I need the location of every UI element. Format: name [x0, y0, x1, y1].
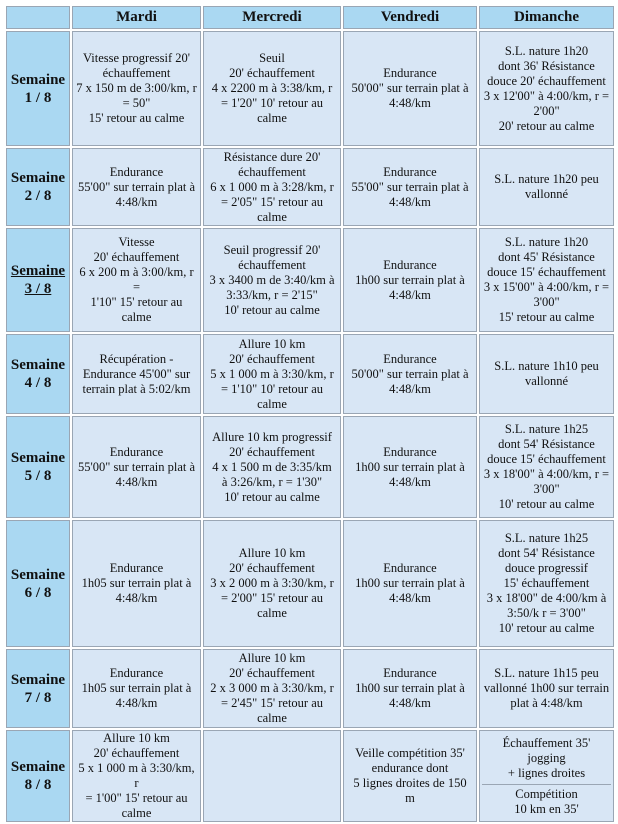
week-row [6, 649, 614, 728]
header-mardi: Mardi [72, 6, 201, 29]
header-dimanche: Dimanche [479, 6, 614, 29]
session-mardi [72, 228, 201, 332]
session-line: 1h00 sur terrain plat à [355, 576, 465, 590]
session-mardi [72, 649, 201, 728]
week-row [6, 31, 614, 146]
week-label-text: Semaine 6 / 8 [10, 566, 66, 601]
session-line: Allure 10 km [238, 651, 306, 665]
training-plan-table [4, 4, 616, 824]
session-vendredi [343, 31, 477, 146]
session-line: 2 x 3 000 m à 3:30/km, r [210, 681, 334, 695]
week-label [6, 228, 70, 332]
session-line: 20' échauffement [229, 444, 315, 459]
session-line: vallonné [524, 374, 569, 388]
session-line: vallonné 1h00 sur terrain [483, 681, 610, 695]
session-vendredi [343, 228, 477, 332]
session-dimanche-competition [482, 785, 611, 819]
session-line: 3 x 18'00" de 4:00/km à [486, 591, 607, 605]
session-mercredi [203, 228, 341, 332]
session-line: Endurance [109, 561, 164, 575]
header-vendredi: Vendredi [343, 6, 477, 29]
week-label-text: Semaine 1 / 8 [10, 71, 66, 106]
session-line: 1'10" 15' retour au calme [90, 295, 183, 324]
session-line: 5 lignes droites de 150 [353, 776, 467, 790]
session-line: S.L. nature 1h20 [504, 235, 589, 249]
session-line: 4:48/km [389, 696, 431, 710]
session-line: 20' échauffement [229, 66, 315, 80]
session-line: 15' retour au calme [498, 310, 595, 324]
session-vendredi [343, 520, 477, 647]
session-line: 3 x 15'00" à 4:00/km, r = [483, 280, 610, 294]
session-line: échauffement [238, 257, 306, 272]
session-line: 2'00" [533, 103, 560, 118]
week-label [6, 520, 70, 647]
session-mardi [72, 416, 201, 518]
session-line: 3 x 2 000 m à 3:30/km, r [210, 576, 334, 590]
week-row [6, 228, 614, 332]
session-line: 4:48/km [115, 591, 158, 605]
session-line: 1h05 sur terrain plat à [81, 681, 192, 695]
session-line: Vitesse [118, 235, 155, 249]
session-line: 1h00 sur terrain plat à [355, 272, 465, 287]
session-line: = 50" [122, 96, 151, 110]
session-line: 20' échauffement [93, 746, 180, 760]
session-line: Seuil progressif 20' [223, 242, 321, 257]
session-line: 4:48/km [389, 287, 431, 302]
session-line: douce 15' échauffement [487, 265, 606, 279]
session-line: plat à 4:48/km [510, 696, 583, 710]
session-line: douce 20' échauffement [487, 73, 606, 88]
session-line: 15' retour au calme [88, 111, 185, 125]
week-row [6, 520, 614, 647]
session-line: 20' échauffement [93, 250, 180, 264]
session-line: = 2'45" 15' retour au [220, 696, 324, 710]
session-line: endurance dont [371, 761, 449, 775]
session-line: Endurance [383, 561, 437, 575]
session-dimanche [479, 148, 614, 226]
session-line: 1h00 sur terrain plat à [355, 681, 465, 695]
session-line: dont 54' Résistance [498, 437, 595, 451]
week-label [6, 334, 70, 414]
session-line: 4:48/km [389, 591, 431, 605]
session-line: 4:48/km [389, 96, 431, 110]
session-line: douce progressif [505, 561, 588, 575]
week-label [6, 730, 70, 822]
session-dimanche [479, 649, 614, 728]
session-line: Échauffement 35' [502, 736, 591, 750]
session-mercredi [203, 334, 341, 414]
session-line: terrain plat à 5:02/km [82, 381, 191, 396]
session-line: 6 x 200 m à 3:00/km, r = [79, 265, 194, 294]
week-label-text: Semaine 4 / 8 [10, 357, 66, 391]
week-label-text: Semaine 8 / 8 [10, 759, 66, 793]
session-line: 3 x 3400 m de 3:40/km à [209, 272, 335, 287]
session-line: 15' échauffement [503, 576, 590, 590]
session-line: m [405, 791, 415, 805]
week-label [6, 31, 70, 146]
session-line: dont 45' Résistance [498, 250, 595, 264]
session-line: S.L. nature 1h25 [504, 422, 589, 436]
session-line: Endurance [109, 444, 164, 459]
session-line: = 2'05" 15' retour au [220, 194, 324, 209]
session-line: Endurance [109, 666, 164, 680]
session-line: 20' retour au calme [498, 118, 595, 133]
session-line: jogging [527, 751, 566, 765]
session-line: 55'00" sur terrain plat à [351, 179, 469, 194]
session-line: 3'00" [533, 482, 560, 496]
session-line: Endurance 45'00" sur [82, 366, 191, 381]
session-dimanche [479, 730, 614, 822]
session-line: 1h00 sur terrain plat à [355, 459, 465, 474]
session-mercredi [203, 416, 341, 518]
session-line: Endurance [383, 666, 437, 680]
session-mercredi [203, 148, 341, 226]
session-line: 4:48/km [115, 696, 158, 710]
session-line: 4 x 1 500 m de 3:35/km [212, 459, 332, 474]
session-vendredi [343, 334, 477, 414]
session-line: à 3:26/km, r = 1'30" [221, 474, 323, 489]
session-line: calme [257, 711, 287, 725]
session-line: 3'00" [533, 295, 560, 309]
session-dimanche [479, 520, 614, 647]
week-row [6, 416, 614, 518]
session-line: 1h05 sur terrain plat à [81, 576, 192, 590]
session-line: 5 x 1 000 m à 3:30/km, r [78, 761, 195, 790]
session-line: 10' retour au calme [224, 302, 320, 317]
session-vendredi [343, 730, 477, 822]
session-line: 55'00" sur terrain plat à [77, 179, 196, 194]
session-line: 5 x 1 000 m à 3:30/km, r [210, 366, 334, 381]
session-line: Veille compétition 35' [355, 746, 465, 760]
session-line: S.L. nature 1h15 peu [494, 666, 599, 680]
header-corner [6, 6, 70, 29]
week-label [6, 148, 70, 226]
session-line: calme [257, 606, 287, 620]
session-mercredi [203, 31, 341, 146]
week-label-text: Semaine 2 / 8 [10, 170, 66, 204]
session-line: Endurance [383, 351, 437, 366]
session-vendredi [343, 148, 477, 226]
session-line: = 1'10" 10' retour au [220, 381, 324, 396]
session-line: 4:48/km [115, 194, 158, 209]
week-label-text: Semaine 7 / 8 [10, 671, 66, 706]
session-line: 50'00" sur terrain plat à [351, 81, 469, 95]
session-line: Endurance [383, 66, 437, 80]
session-line: 7 x 150 m de 3:00/km, r [76, 81, 197, 95]
session-line: calme [257, 209, 287, 224]
session-line: 10' retour au calme [498, 497, 595, 511]
session-line: 6 x 1 000 m à 3:28/km, r [210, 179, 334, 194]
session-mardi [72, 31, 201, 146]
session-line: calme [257, 396, 287, 411]
session-line: calme [121, 806, 152, 820]
session-line: échauffement [102, 66, 171, 80]
session-line: 3 x 12'00" à 4:00/km, r = [483, 88, 610, 103]
session-line: S.L. nature 1h20 [504, 43, 589, 58]
session-mercredi [203, 649, 341, 728]
session-dimanche [479, 228, 614, 332]
session-mardi [72, 730, 201, 822]
week-row [6, 334, 614, 414]
session-line: calme [257, 111, 287, 125]
session-line: 4:48/km [389, 194, 431, 209]
session-line: 20' échauffement [229, 666, 315, 680]
week-label [6, 649, 70, 728]
session-vendredi [343, 649, 477, 728]
session-dimanche-warmup [482, 733, 611, 785]
session-line: vallonné [524, 187, 569, 201]
session-line: Seuil [259, 51, 285, 65]
session-line: S.L. nature 1h20 peu [494, 172, 599, 186]
session-line: = 2'00" 15' retour au [220, 591, 324, 605]
session-line: Allure 10 km [238, 336, 306, 351]
session-line: Endurance [383, 444, 437, 459]
session-mercredi [203, 730, 341, 822]
session-dimanche [479, 31, 614, 146]
session-line: 50'00" sur terrain plat à [351, 366, 469, 381]
session-line: Endurance [109, 164, 164, 179]
session-line: Allure 10 km [103, 731, 170, 745]
week-row [6, 730, 614, 822]
session-line: 3:33/km, r = 2'15" [226, 287, 318, 302]
week-label-text: Semaine 3 / 8 [10, 263, 66, 297]
session-line: 55'00" sur terrain plat à [77, 459, 196, 474]
session-line: Endurance [383, 164, 437, 179]
session-line: Vitesse progressif 20' [82, 51, 191, 65]
session-mercredi [203, 520, 341, 647]
session-line: 10' retour au calme [498, 621, 595, 635]
week-label-text: Semaine 5 / 8 [10, 450, 66, 484]
session-line: douce 15' échauffement [487, 452, 606, 466]
session-line: 4:48/km [389, 381, 431, 396]
session-vendredi [343, 416, 477, 518]
session-line: = 1'00" 15' retour au [85, 791, 188, 805]
session-mardi [72, 520, 201, 647]
session-line: 4 x 2200 m à 3:38/km, r [211, 81, 333, 95]
session-line: 10' retour au calme [224, 489, 320, 504]
session-line: + lignes droites [507, 766, 586, 780]
session-line: dont 54' Résistance [498, 546, 595, 560]
session-line: 10 km en 35' [514, 802, 579, 816]
session-line: Résistance dure 20' [223, 149, 321, 164]
week-row [6, 148, 614, 226]
session-mardi [72, 334, 201, 414]
session-line: dont 36' Résistance [498, 58, 595, 73]
header-mercredi: Mercredi [203, 6, 341, 29]
session-line: Récupération - [99, 351, 174, 366]
session-dimanche [479, 416, 614, 518]
session-line: = 1'20" 10' retour au [220, 96, 324, 110]
session-line: Compétition [515, 787, 578, 801]
session-line: 4:48/km [115, 474, 158, 489]
session-line: Endurance [383, 257, 437, 272]
session-dimanche [479, 334, 614, 414]
session-line: S.L. nature 1h25 [504, 531, 589, 545]
session-line: S.L. nature 1h10 peu [494, 359, 599, 373]
session-line: 20' échauffement [229, 561, 315, 575]
session-line: 4:48/km [389, 474, 431, 489]
session-line: 3 x 18'00" à 4:00/km, r = [483, 467, 610, 481]
week-label [6, 416, 70, 518]
session-line: échauffement [238, 164, 306, 179]
session-line: 3:50/k r = 3'00" [507, 606, 586, 620]
session-line: Allure 10 km [238, 546, 306, 560]
session-mardi [72, 148, 201, 226]
session-line: 20' échauffement [229, 351, 315, 366]
header-row [6, 6, 614, 29]
session-line: Allure 10 km progressif [212, 429, 332, 444]
